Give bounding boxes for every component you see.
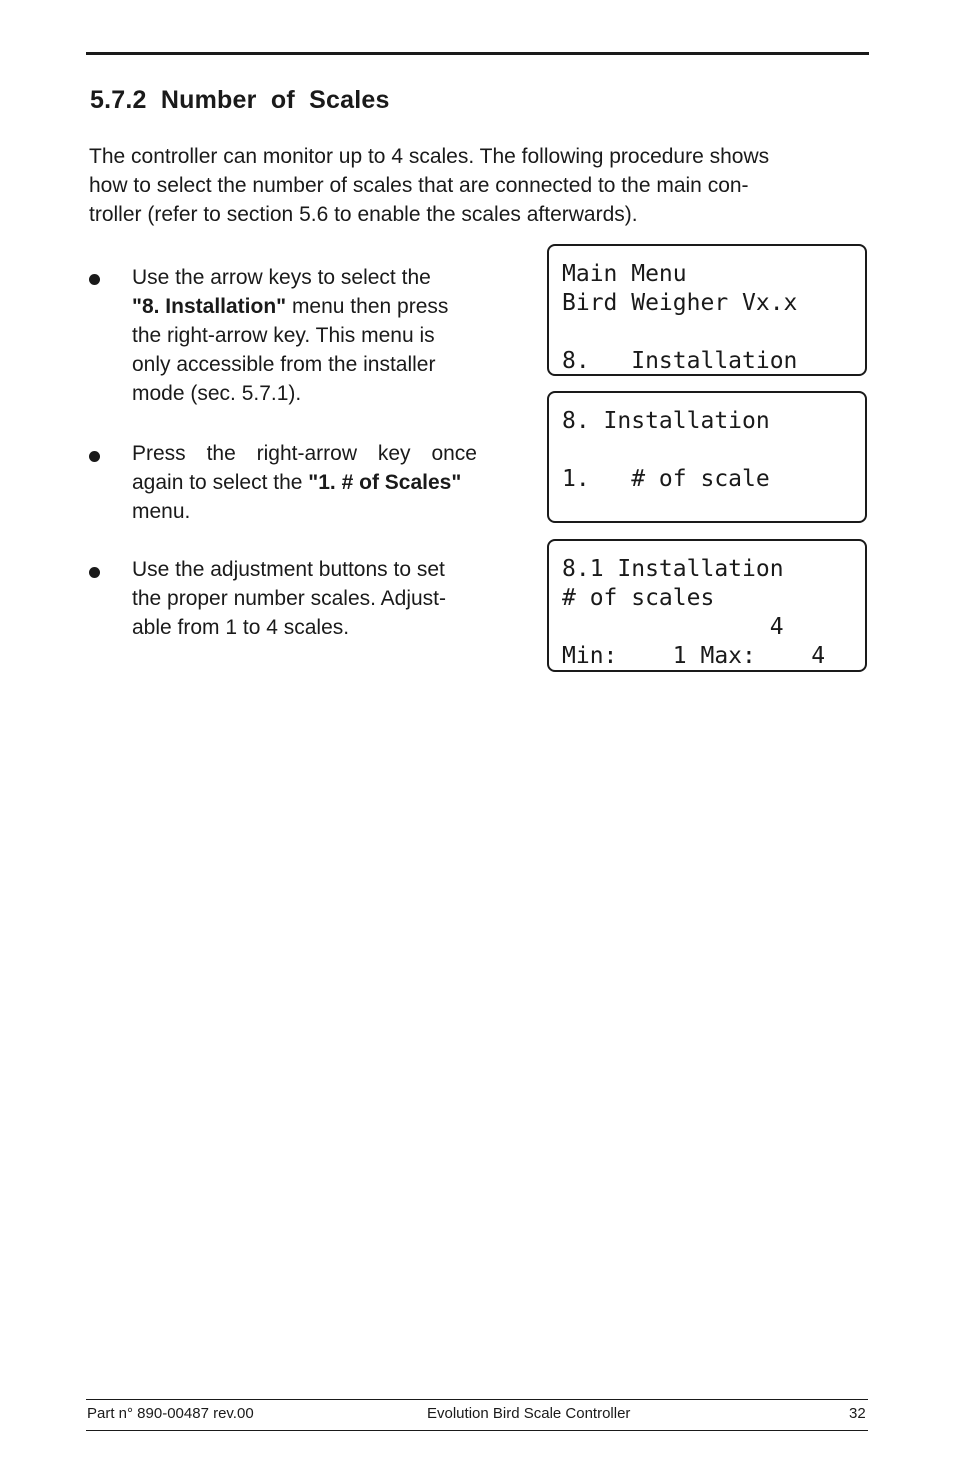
lcd-line: # of scales xyxy=(562,585,715,611)
footer-part-number: Part n° 890-00487 rev.00 xyxy=(87,1405,254,1422)
bullet-line xyxy=(132,468,487,497)
bullet-line: Use the adjustment buttons to set xyxy=(132,558,445,581)
bullet-line: the proper number scales. Adjust- xyxy=(132,587,446,610)
bullet-line: able from 1 to 4 scales. xyxy=(132,616,350,639)
lcd-line: Main Menu xyxy=(562,261,687,287)
intro-line: troller (refer to section 5.6 to enable the scales afterwards). xyxy=(89,203,638,226)
footer-doc-title: Evolution Bird Scale Controller xyxy=(427,1405,631,1422)
footer-top-rule xyxy=(86,1399,868,1400)
lcd-screen-number-of-scales xyxy=(547,539,867,672)
lcd-screen-main-menu xyxy=(547,244,867,376)
bullet-line: the right-arrow key. This menu is xyxy=(132,324,435,347)
footer-page-number: 32 xyxy=(849,1405,866,1422)
menu-name: "1. # of Scales" xyxy=(308,471,462,494)
lcd-screen-installation xyxy=(547,391,867,523)
bullet-line: mode (sec. 5.7.1). xyxy=(132,382,302,405)
top-rule xyxy=(86,52,869,55)
intro-line: The controller can monitor up to 4 scales. The following procedure shows xyxy=(89,145,770,168)
bullet-dot-icon xyxy=(89,274,100,285)
lcd-line: Bird Weigher Vx.x xyxy=(562,290,798,316)
bullet-dot-icon xyxy=(89,567,100,578)
lcd-line: 8. Installation xyxy=(562,408,770,434)
footer-bottom-rule xyxy=(86,1430,868,1431)
lcd-line: 4 xyxy=(562,614,784,640)
lcd-line: 8.1 Installation xyxy=(562,556,784,582)
intro-paragraph xyxy=(89,142,874,229)
lcd-line: 1. # of scale xyxy=(562,466,770,492)
intro-line: how to select the number of scales that are connected to the main con- xyxy=(89,174,749,197)
bullet-line: Press the right-arrow key once xyxy=(132,442,477,465)
section-heading: 5.7.2 Number of Scales xyxy=(90,86,390,114)
bullet-line: menu. xyxy=(132,500,191,523)
menu-name: "8. Installation" xyxy=(132,295,287,318)
bullet-line: Use the arrow keys to select the xyxy=(132,266,431,289)
lcd-line: Min: 1 Max: 4 xyxy=(562,643,826,669)
bullet-line: only accessible from the installer xyxy=(132,353,436,376)
bullet-text xyxy=(132,555,487,642)
bullet-dot-icon xyxy=(89,451,100,462)
bullet-line-pre: again to select the xyxy=(132,471,309,494)
bullet-line xyxy=(132,292,487,321)
bullet-text xyxy=(132,263,487,408)
lcd-line: 8. Installation xyxy=(562,348,798,374)
bullet-line-rest: menu then press xyxy=(286,295,449,318)
bullet-text xyxy=(132,439,487,526)
